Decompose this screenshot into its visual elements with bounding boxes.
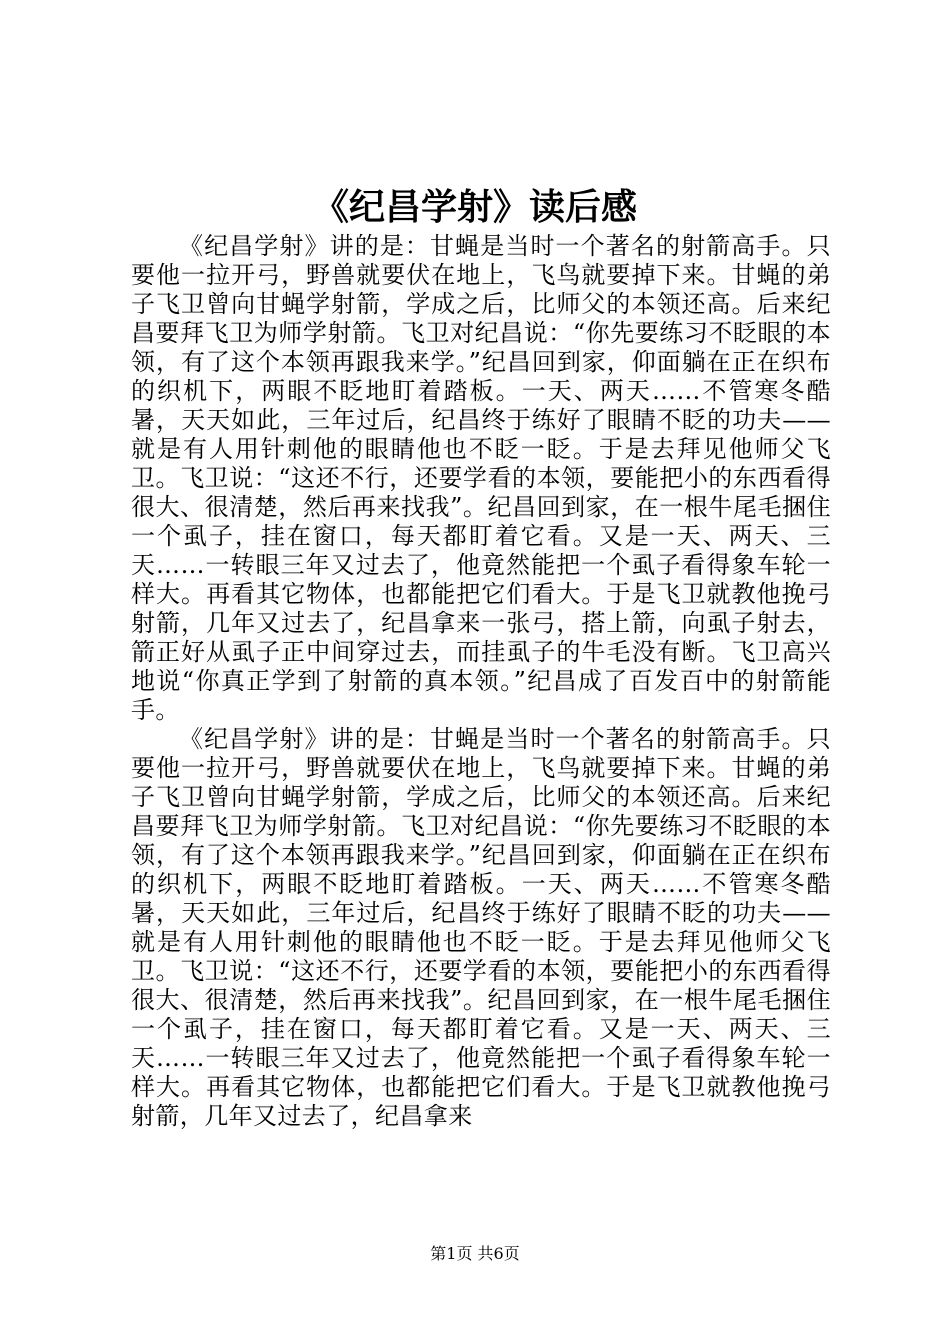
page-number-footer: 第1页 共6页 bbox=[430, 1244, 520, 1263]
document-title: 《纪昌学射》读后感 bbox=[312, 187, 637, 228]
paragraph-2: 《纪昌学射》讲的是：甘蝇是当时一个著名的射箭高手。只要他一拉开弓，野兽就要伏在地上，飞鸟就要掉下来。甘蝇的弟子飞卫曾向甘蝇学射箭，学成之后，比师父的本领还高。后来纪昌要拜飞卫为师学射箭。飞卫对纪昌说：“你先要练习不眨眼的本领，有了这个本领再跟我来学。”纪昌回到家，仰面躺在正在织布的织机下，两眼不眨地盯着踏板。一天、两天……不管寒冬酷暑，天天如此，三年过后，纪昌终于练好了眼睛不眨的功夫——就是有人用针刺他的眼睛他也不眨一眨。于是去拜见他师父飞卫。飞卫说：“这还不行，还要学看的本领，要能把小的东西看得很大、很清楚，然后再来找我”。纪昌回到家，在一根牛尾毛捆住一个虱子，挂在窗口，每天都盯着它看。又是一天、两天、三天……一转眼三年又过去了，他竟然能把一个虱子看得象车轮一样大。再看其它物体，也都能把它们看大。于是飞卫就教他挽弓射箭，几年又过去了，纪昌拿来 bbox=[131, 725, 831, 1130]
paragraph-1: 《纪昌学射》讲的是：甘蝇是当时一个著名的射箭高手。只要他一拉开弓，野兽就要伏在地上，飞鸟就要掉下来。甘蝇的弟子飞卫曾向甘蝇学射箭，学成之后，比师父的本领还高。后来纪昌要拜飞卫为师学射箭。飞卫对纪昌说：“你先要练习不眨眼的本领，有了这个本领再跟我来学。”纪昌回到家，仰面躺在正在织布的织机下，两眼不眨地盯着踏板。一天、两天……不管寒冬酷暑，天天如此，三年过后，纪昌终于练好了眼睛不眨的功夫——就是有人用针刺他的眼睛他也不眨一眨。于是去拜见他师父飞卫。飞卫说：“这还不行，还要学看的本领，要能把小的东西看得很大、很清楚，然后再来找我”。纪昌回到家，在一根牛尾毛捆住一个虱子，挂在窗口，每天都盯着它看。又是一天、两天、三天……一转眼三年又过去了，他竟然能把一个虱子看得象车轮一样大。再看其它物体，也都能把它们看大。于是飞卫就教他挽弓射箭，几年又过去了，纪昌拿来一张弓，搭上箭，向虱子射去，箭正好从虱子正中间穿过去，而挂虱子的牛毛没有断。飞卫高兴地说“你真正学到了射箭的真本领。”纪昌成了百发百中的射箭能手。 bbox=[131, 232, 831, 724]
document-body bbox=[131, 232, 831, 1131]
